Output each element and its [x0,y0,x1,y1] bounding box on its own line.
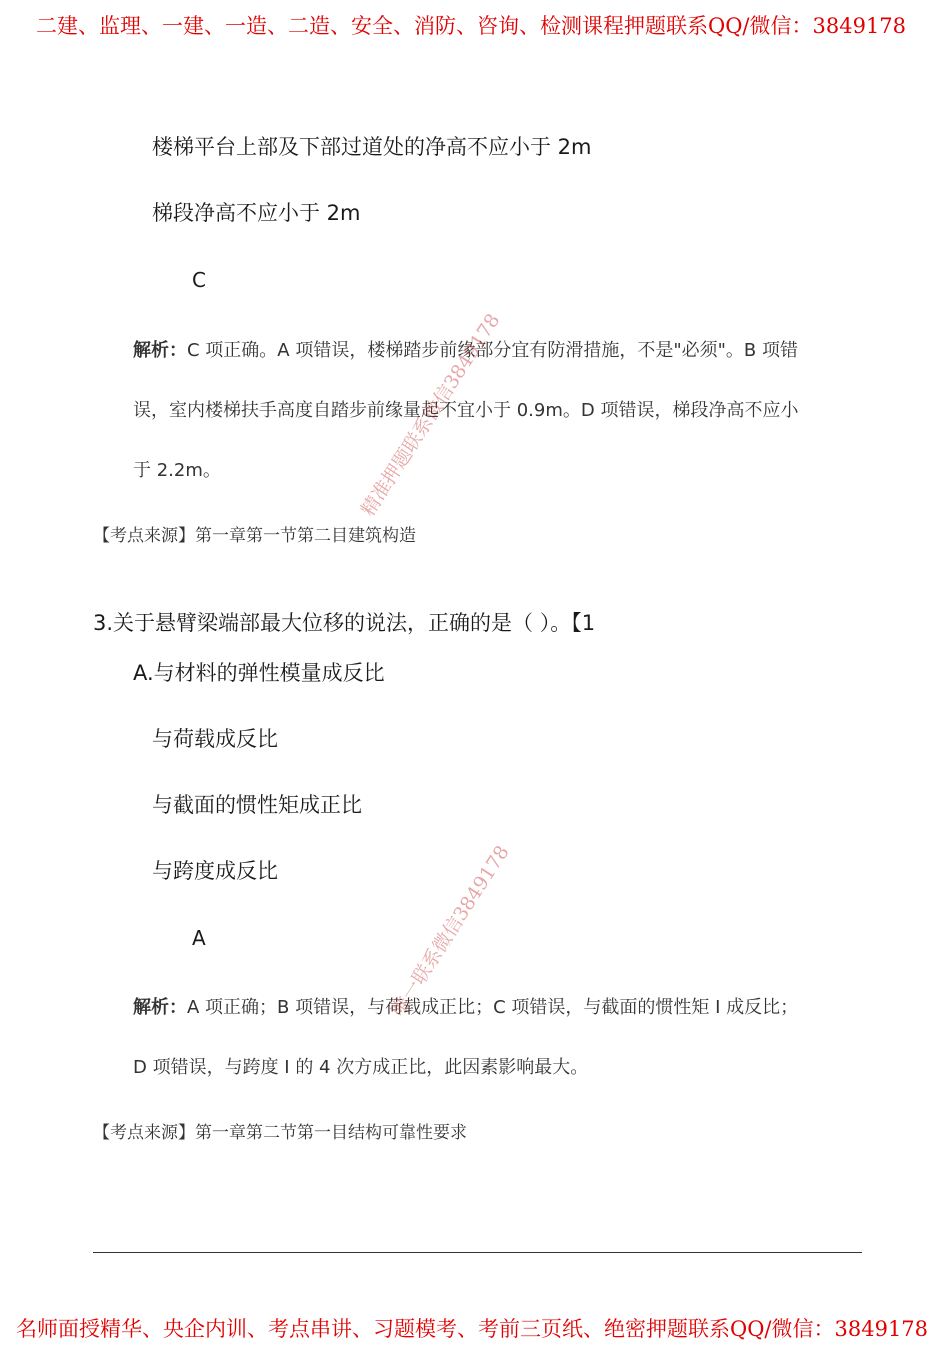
q2-explanation-line2: 误，室内楼梯扶手高度自踏步前缘量起不宜小于 0.9m。D 项错误，梯段净高不应小 [133,400,799,421]
q3-source: 【考点来源】第一章第二节第一目结构可靠性要求 [93,1123,467,1143]
q2-option-c: 楼梯平台上部及下部过道处的净高不应小于 2m [152,135,592,159]
q3-explanation-label: 解析： [133,997,187,1018]
q3-explanation-line1 [133,993,798,1019]
watermark-1: 精准押题联系微信3849178 [357,309,505,521]
header-banner: 二建、监理、一建、一造、二造、安全、消防、咨询、检测课程押题联系QQ/微信：3849178 [36,14,907,38]
watermark-2: 唯一联系微信3849178 [387,841,514,1021]
q3-option-d: 与跨度成反比 [152,859,278,883]
footer-banner: 名师面授精华、央企内训、考点串讲、习题模考、考前三页纸、绝密押题联系QQ/微信：3849178 [16,1317,929,1341]
q3-question: 3.关于悬臂梁端部最大位移的说法，正确的是（ ）。【1 [93,611,596,635]
q3-explanation-line2: D 项错误，与跨度 I 的 4 次方成正比，此因素影响最大。 [133,1057,589,1078]
q3-explanation-text1: A 项正确；B 项错误，与荷载成正比；C 项错误，与截面的惯性矩 I 成反比； [187,997,799,1018]
q3-answer: A [192,926,206,950]
footer-divider [93,1252,862,1253]
q3-option-c: 与截面的惯性矩成正比 [152,793,362,817]
q2-source: 【考点来源】第一章第一节第二目建筑构造 [93,526,416,546]
q2-explanation-line3: 于 2.2m。 [133,460,221,481]
q3-option-a: A.与材料的弹性模量成反比 [133,661,385,685]
q2-answer: C [192,268,206,292]
q2-explanation-label: 解析： [133,340,187,361]
q3-option-b: 与荷载成反比 [152,727,278,751]
q2-explanation-text1: C 项正确。A 项错误，楼梯踏步前缘部分宜有防滑措施，不是"必须"。B 项错 [187,340,798,361]
q2-option-d: 梯段净高不应小于 2m [152,201,361,225]
